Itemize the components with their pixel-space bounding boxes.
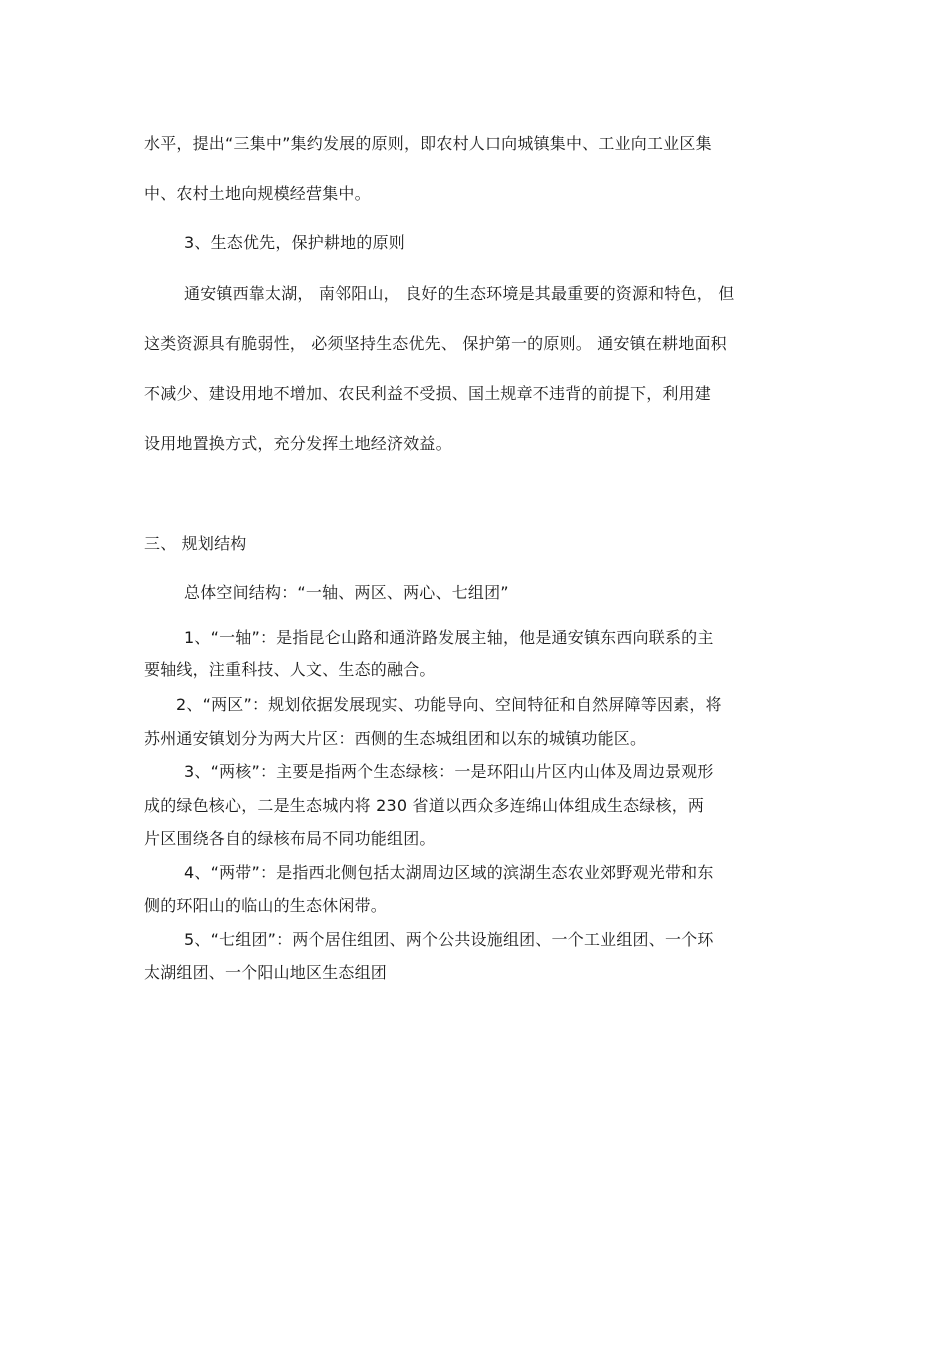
text-line: 要轴线，注重科技、人文、生态的融合。 [144,660,436,679]
text-line: 4、“两带”：是指西北侧包括太湖周边区域的滨湖生态农业郊野观光带和东 [184,863,714,882]
text-line: 这类资源具有脆弱性， 必须坚持生态优先、 保护第一的原则。 通安镇在耕地面积 [144,334,727,353]
text-line: 片区围绕各自的绿核布局不同功能组团。 [144,829,436,848]
text-line: 侧的环阳山的临山的生态休闲带。 [144,896,388,915]
text-line: 成的绿色核心，二是生态城内将 230 省道以西众多连绵山体组成生态绿核，两 [144,796,705,815]
text-line: 1、“一轴”：是指昆仑山路和通浒路发展主轴，他是通安镇东西向联系的主 [184,628,714,647]
text-line: 3、“两核”：主要是指两个生态绿核：一是环阳山片区内山体及周边景观形 [184,762,714,781]
text-line: 水平，提出“三集中”集约发展的原则，即农村人口向城镇集中、工业向工业区集 [144,134,712,153]
text-line: 通安镇西靠太湖， 南邻阳山， 良好的生态环境是其最重要的资源和特色， 但 [184,284,735,303]
section-heading: 三、 规划结构 [144,534,247,553]
text-line: 太湖组团、一个阳山地区生态组团 [144,963,388,982]
text-line: 2、“两区”：规划依据发展现实、功能导向、空间特征和自然屏障等因素，将 [176,695,722,714]
text-line: 5、“七组团”：两个居住组团、两个公共设施组团、一个工业组团、一个环 [184,930,714,949]
text-line: 不减少、建设用地不增加、农民利益不受损、国土规章不违背的前提下，利用建 [144,384,712,403]
text-line: 设用地置换方式，充分发挥土地经济效益。 [144,434,452,453]
text-line: 总体空间结构：“一轴、两区、两心、七组团” [184,583,509,602]
text-line: 苏州通安镇划分为两大片区：西侧的生态城组团和以东的城镇功能区。 [144,729,647,748]
text-line: 3、生态优先，保护耕地的原则 [184,233,405,252]
text-line: 中、农村土地向规模经营集中。 [144,184,371,203]
